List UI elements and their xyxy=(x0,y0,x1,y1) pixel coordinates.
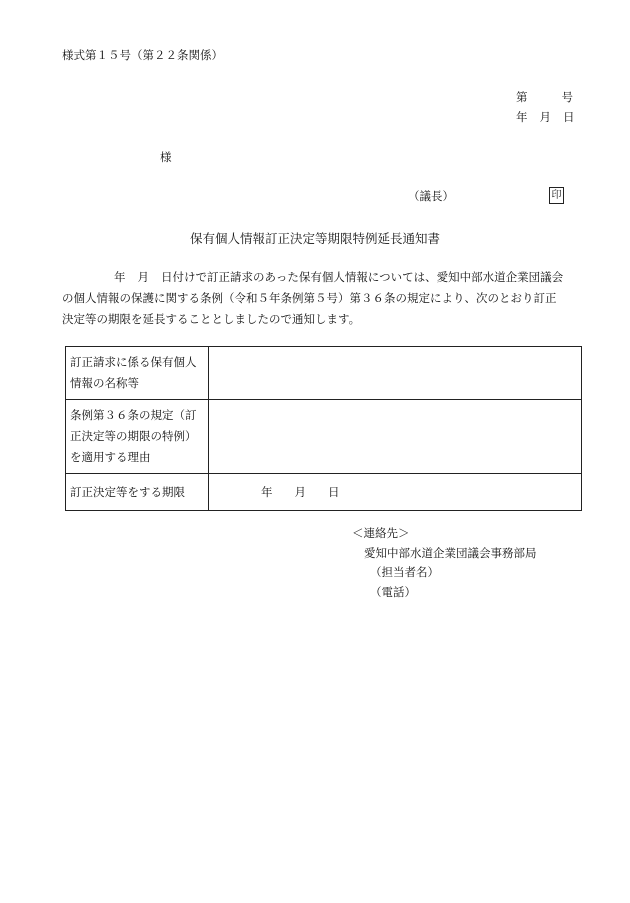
reason-value[interactable] xyxy=(209,400,582,474)
deadline-month-label: 月 xyxy=(294,484,306,499)
issue-year-label: 年 xyxy=(516,110,528,124)
seal-mark: 印 xyxy=(549,187,564,204)
issue-day-label: 日 xyxy=(563,110,575,124)
body-line-1 xyxy=(62,267,592,288)
body-year-label: 年 xyxy=(114,270,126,284)
reason-label-line-1: 条例第３６条の規定（訂 xyxy=(70,408,197,422)
reason-label-line-3: を適用する理由 xyxy=(70,450,151,464)
reason-label-line-2: 正決定等の期限の特例） xyxy=(70,429,197,443)
body-month-label: 月 xyxy=(137,270,149,284)
issue-date-line xyxy=(516,111,575,125)
deadline-year-label: 年 xyxy=(261,484,273,499)
info-name-label-line-2: 情報の名称等 xyxy=(70,376,139,390)
contact-phone: （電話） xyxy=(370,584,416,599)
body-line-2: の個人情報の保護に関する条例（令和５年条例第５号）第３６条の規定により、次のとおり訂正 xyxy=(62,291,557,305)
recipient-honorific: 様 xyxy=(160,150,172,164)
deadline-day-label: 日 xyxy=(328,484,340,499)
body-line-1-text: 日付けで訂正請求のあった保有個人情報については、愛知中部水道企業団議会 xyxy=(161,270,564,284)
info-name-label xyxy=(66,347,209,400)
notice-body xyxy=(62,267,592,330)
table-row xyxy=(66,474,582,511)
deadline-value[interactable] xyxy=(209,474,582,511)
table-row xyxy=(66,347,582,400)
contact-block xyxy=(352,524,537,602)
doc-number-suffix: 号 xyxy=(561,90,573,104)
contact-office: 愛知中部水道企業団議会事務部局 xyxy=(364,545,537,560)
info-name-value[interactable] xyxy=(209,347,582,400)
document-number-line xyxy=(516,91,573,105)
sender-title: （議長） xyxy=(408,189,454,203)
form-number: 様式第１５号（第２２条関係） xyxy=(62,48,223,62)
issue-month-label: 月 xyxy=(539,110,551,124)
body-line-3: 決定等の期限を延長することとしましたので通知します。 xyxy=(62,312,361,326)
deadline-label: 訂正決定等をする期限 xyxy=(66,474,209,511)
info-name-label-line-1: 訂正請求に係る保有個人 xyxy=(70,355,197,369)
doc-number-prefix: 第 xyxy=(516,90,528,104)
reason-label xyxy=(66,400,209,474)
table-row xyxy=(66,400,582,474)
contact-person: （担当者名） xyxy=(370,565,439,579)
details-table xyxy=(65,346,582,511)
document-title: 保有個人情報訂正決定等期限特例延長通知書 xyxy=(189,231,440,246)
contact-heading: ＜連絡先＞ xyxy=(352,526,410,540)
